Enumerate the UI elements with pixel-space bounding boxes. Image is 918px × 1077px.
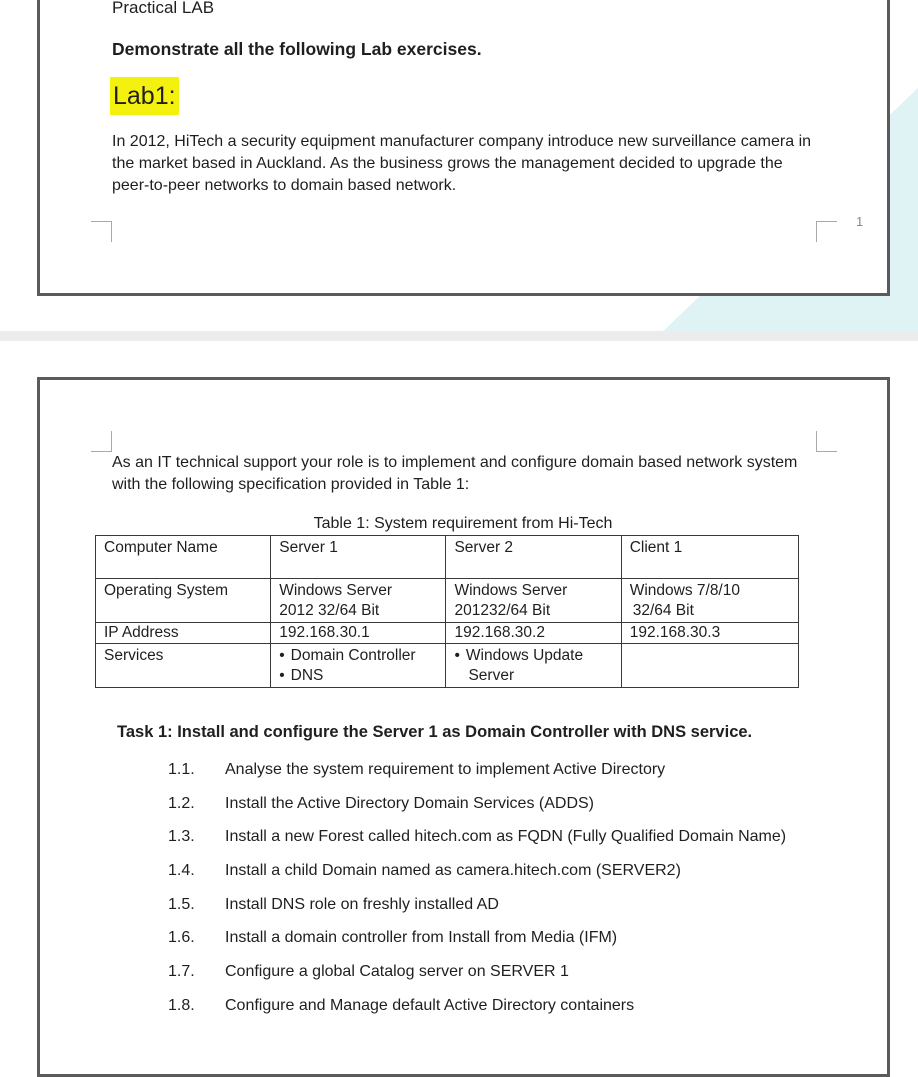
page-gap (0, 331, 918, 341)
table-row (96, 623, 799, 644)
task-number: 1.1. (168, 761, 195, 778)
cell-line: Windows Server (279, 582, 393, 599)
crop-mark (91, 431, 112, 452)
cell-line: Windows Server (454, 582, 568, 599)
table-row (96, 579, 799, 623)
table-cell: Services (96, 644, 271, 688)
list-item (168, 759, 868, 793)
table-cell (271, 579, 446, 623)
lab1-paragraph: In 2012, HiTech a security equipment manufacturer company introduce new surveillance camera in the market based in Auckland. As the business grows the management decided to upgrade the peer-to-peer networks to domain based network. (112, 133, 812, 194)
table-cell (271, 644, 446, 688)
list-item (168, 961, 868, 995)
task-text: Install DNS role on freshly installed AD (225, 895, 499, 913)
cell-line: Windows 7/8/10 (629, 582, 740, 599)
task-1-title: Task 1: Install and configure the Server 1 as Domain Controller with DNS service. (117, 723, 753, 741)
table-row (96, 644, 799, 688)
table-cell: Operating System (96, 579, 271, 623)
table-cell (621, 579, 798, 623)
cell-line: 32/64 Bit (632, 602, 694, 619)
table-cell (621, 644, 798, 688)
table-cell: Computer Name (96, 536, 271, 579)
list-item (168, 995, 868, 1029)
task-text: Install a domain controller from Install from Media (IFM) (225, 929, 618, 947)
practical-lab-heading: Practical LAB (112, 0, 215, 17)
bullet-item: • Windows Update (454, 646, 612, 666)
table-caption: Table 1: System requirement from Hi-Tech (313, 515, 613, 532)
system-requirements-table (95, 535, 799, 688)
table-cell: 192.168.30.2 (446, 623, 621, 644)
table-cell: IP Address (96, 623, 271, 644)
task-text: Install a child Domain named as camera.hitech.com (SERVER2) (225, 862, 681, 880)
list-item (168, 860, 868, 894)
page-number: 1 (856, 214, 864, 229)
bullet-item-continuation: Server (468, 667, 515, 684)
task-text: Install a new Forest called hitech.com as FQDN (Fully Qualified Domain Name) (225, 828, 787, 846)
table-cell: Server 1 (271, 536, 446, 579)
cell-line: 2012 32/64 Bit (279, 602, 380, 619)
bullet-item: • DNS (279, 666, 437, 686)
table-cell: Client 1 (621, 536, 798, 579)
task-number: 1.4. (168, 862, 195, 880)
lab1-title: Lab1: (110, 77, 179, 115)
task-text: Install the Active Directory Domain Services (ADDS) (225, 794, 594, 812)
task-number: 1.3. (168, 828, 195, 846)
table-cell (446, 579, 621, 623)
crop-mark (816, 221, 837, 242)
crop-mark (91, 221, 112, 242)
cell-line: 201232/64 Bit (454, 602, 551, 619)
table-cell: 192.168.30.3 (621, 623, 798, 644)
table-cell: 192.168.30.1 (271, 623, 446, 644)
bullet-item: • Domain Controller (279, 646, 437, 666)
task-number: 1.5. (168, 895, 195, 913)
task-number: 1.8. (168, 996, 195, 1014)
list-item (168, 894, 868, 928)
task-number: 1.6. (168, 929, 195, 947)
task-text: Configure and Manage default Active Directory containers (225, 996, 635, 1014)
task-list (168, 759, 868, 1029)
task-text: Configure a global Catalog server on SERVER 1 (225, 963, 569, 981)
task-number: 1.7. (168, 963, 195, 981)
table-row (96, 536, 799, 579)
task-number: 1.2. (168, 794, 195, 812)
list-item (168, 793, 868, 827)
task-text: Analyse the system requirement to implement Active Directory (225, 761, 666, 778)
instruction-text: Demonstrate all the following Lab exercises. (112, 39, 482, 59)
list-item (168, 826, 868, 860)
intro-paragraph: As an IT technical support your role is to implement and configure domain based network system with the following specification provided in Table 1: (112, 454, 798, 493)
table-cell (446, 644, 621, 688)
table-cell: Server 2 (446, 536, 621, 579)
crop-mark (816, 431, 837, 452)
list-item (168, 927, 868, 961)
